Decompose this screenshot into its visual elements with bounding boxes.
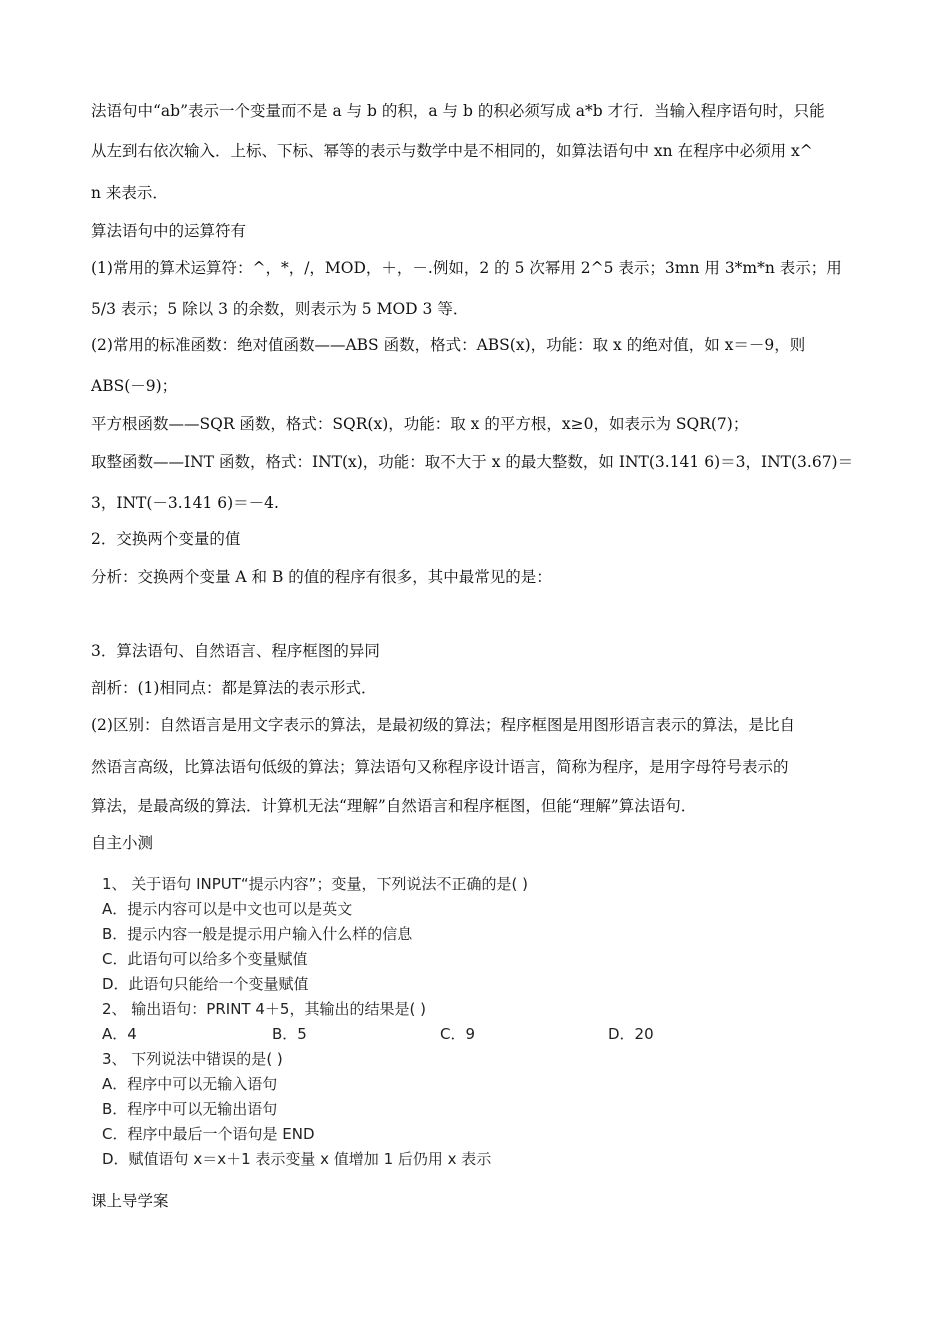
question-3-option-d: D．赋值语句 x＝x＋1 表示变量 x 值增加 1 后仍用 x 表示 xyxy=(102,1150,492,1168)
question-3-option-c: C．程序中最后一个语句是 END xyxy=(102,1125,315,1143)
paragraph-line: 分析：交换两个变量 A 和 B 的值的程序有很多，其中最常见的是： xyxy=(91,568,552,586)
paragraph-line: 算法，是最高级的算法．计算机无法“理解”自然语言和程序框图，但能“理解”算法语句． xyxy=(91,797,697,815)
question-2: 2、 输出语句：PRINT 4＋5，其输出的结果是( ) xyxy=(102,1000,426,1018)
question-1-option-d: D．此语句只能给一个变量赋值 xyxy=(102,975,309,993)
question-2-option-a: A．4 xyxy=(102,1025,137,1043)
section-heading: 课上导学案 xyxy=(91,1192,169,1210)
question-1-option-c: C．此语句可以给多个变量赋值 xyxy=(102,950,308,968)
question-2-option-d: D．20 xyxy=(608,1025,654,1043)
question-1: 1、 关于语句 INPUT“提示内容”；变量，下列说法不正确的是( ) xyxy=(102,875,528,893)
question-2-option-b: B．5 xyxy=(272,1025,307,1043)
paragraph-line: 平方根函数——SQR 函数，格式：SQR(x)，功能：取 x 的平方根，x≥0，如表示为 SQR(7)； xyxy=(91,415,749,433)
question-3-option-b: B．程序中可以无输出语句 xyxy=(102,1100,278,1118)
paragraph-line: 然语言高级，比算法语句低级的算法；算法语句又称程序设计语言，简称为程序，是用字母符号表示的 xyxy=(91,758,789,776)
paragraph-line: 剖析：(1)相同点：都是算法的表示形式． xyxy=(91,679,377,697)
section-heading: 算法语句中的运算符有 xyxy=(91,222,247,240)
section-heading: 自主小测 xyxy=(91,834,154,852)
paragraph-line: 3，INT(－3.141 6)＝－4. xyxy=(91,494,279,512)
question-1-option-a: A．提示内容可以是中文也可以是英文 xyxy=(102,900,353,918)
paragraph-line: 5/3 表示；5 除以 3 的余数，则表示为 5 MOD 3 等． xyxy=(91,300,469,318)
section-heading: 2．交换两个变量的值 xyxy=(91,530,241,548)
question-3: 3、 下列说法中错误的是( ) xyxy=(102,1050,283,1068)
paragraph-line: n 来表示． xyxy=(91,184,168,202)
section-heading: 3．算法语句、自然语言、程序框图的异同 xyxy=(91,642,380,660)
paragraph-line: (2)常用的标准函数：绝对值函数——ABS 函数，格式：ABS(x)，功能：取 x 的绝对值，如 x＝－9，则 xyxy=(91,336,806,354)
paragraph-line: 从左到右依次输入．上标、下标、幂等的表示与数学中是不相同的，如算法语句中 xn 在程序中必须用 x^ xyxy=(91,142,813,160)
question-2-option-c: C．9 xyxy=(440,1025,476,1043)
question-1-option-b: B．提示内容一般是提示用户输入什么样的信息 xyxy=(102,925,413,943)
paragraph-line: (1)常用的算术运算符：^，*，/，MOD，＋，－.例如，2 的 5 次幂用 2^5 表示；3mn 用 3*m*n 表示；用 xyxy=(91,259,842,277)
paragraph-line: (2)区别：自然语言是用文字表示的算法，是最初级的算法；程序框图是用图形语言表示的算法，是比自 xyxy=(91,716,795,734)
paragraph-line: 取整函数——INT 函数，格式：INT(x)，功能：取不大于 x 的最大整数，如 INT(3.141 6)＝3，INT(3.67)＝ xyxy=(91,453,854,471)
question-3-option-a: A．程序中可以无输入语句 xyxy=(102,1075,278,1093)
paragraph-line: 法语句中“ab”表示一个变量而不是 a 与 b 的积，a 与 b 的积必须写成 a*b 才行．当输入程序语句时，只能 xyxy=(91,102,825,120)
paragraph-line: ABS(－9)； xyxy=(91,377,178,395)
